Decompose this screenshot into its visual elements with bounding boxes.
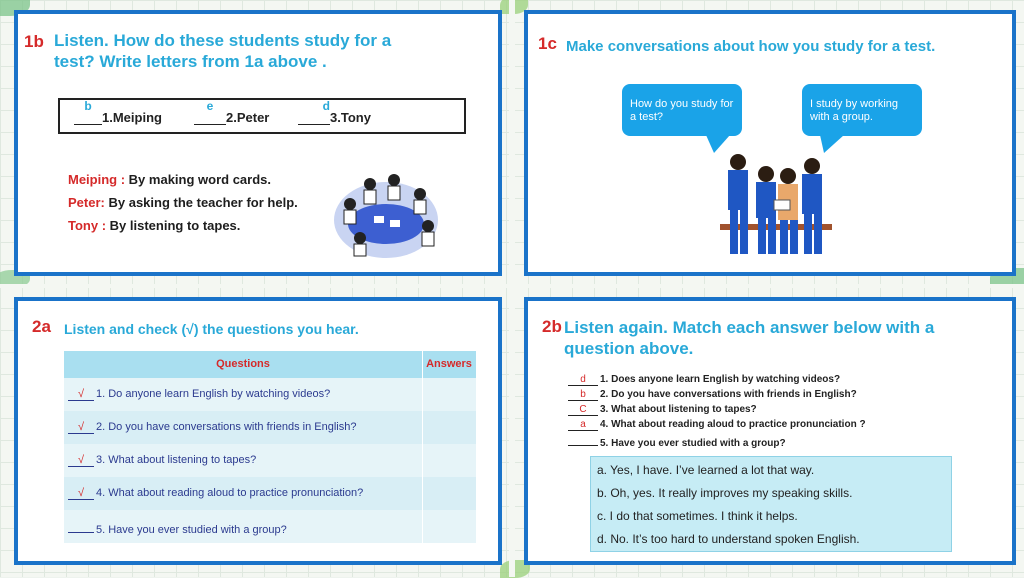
match-question [568, 404, 757, 416]
method-text: By listening to tapes. [109, 218, 241, 233]
match-question [568, 389, 857, 401]
students-illustration [716, 144, 836, 264]
check-mark[interactable]: √ [68, 487, 94, 500]
student-name: Tony : [68, 218, 107, 233]
match-question-text: 1. Does anyone learn English by watching videos? [600, 374, 841, 385]
question-text: 2. Do you have conversations with friends in English? [96, 421, 357, 433]
match-blank[interactable]: C [568, 404, 598, 416]
method-line [68, 218, 240, 233]
match-question-text: 3. What about listening to tapes? [600, 404, 757, 415]
method-line [68, 195, 298, 210]
answer-item [298, 99, 371, 125]
speech-bubble-question [622, 84, 742, 136]
answer-fill[interactable]: e [206, 99, 214, 113]
match-blank[interactable] [568, 434, 598, 446]
method-line [68, 172, 271, 187]
method-text: By making word cards. [128, 172, 271, 187]
student-name: Meiping : [68, 172, 126, 187]
slide-tag: 1c [538, 34, 557, 53]
questions-table [64, 351, 476, 543]
slide-2a [14, 297, 502, 565]
column-header-answers: Answers [426, 358, 472, 370]
match-question [568, 434, 786, 449]
answer-option: c. I do that sometimes. I think it helps. [597, 509, 798, 523]
answer-fill[interactable]: d [322, 99, 330, 113]
slide-1b [14, 10, 502, 276]
slide-2b [524, 297, 1016, 565]
slide-title: Listen and check (√) the questions you hear. [64, 321, 359, 337]
slide-tag: 1b [24, 32, 44, 51]
answer-item [194, 99, 270, 125]
match-blank[interactable]: a [568, 419, 598, 431]
table-row [64, 444, 476, 477]
slide-title: Listen. How do these students study for a test? Write letters from 1a above . [54, 31, 392, 71]
check-mark[interactable]: √ [68, 388, 94, 401]
bubble-text: I study by working with a group. [810, 98, 899, 123]
question-cell [68, 388, 330, 401]
match-question-text: 5. Have you ever studied with a group? [600, 438, 786, 449]
check-mark[interactable]: √ [68, 454, 94, 467]
question-cell [68, 487, 363, 500]
answer-label: 3.Tony [330, 110, 371, 125]
question-cell [68, 520, 287, 536]
slide-divider-horizontal [0, 284, 1024, 288]
slide-title: Make conversations about how you study for a test. [566, 38, 936, 55]
question-cell [68, 421, 356, 434]
method-text: By asking the teacher for help. [108, 195, 298, 210]
answer-label: 2.Peter [226, 110, 270, 125]
table-row [64, 378, 476, 411]
question-text: 4. What about reading aloud to practice pronunciation? [96, 487, 364, 499]
answer-box [58, 98, 466, 134]
table-row [64, 477, 476, 510]
column-header-questions: Questions [216, 358, 270, 370]
question-cell [68, 454, 256, 467]
question-text: 3. What about listening to tapes? [96, 454, 257, 466]
answer-option: d. No. It’s too hard to understand spoken English. [597, 532, 860, 546]
match-blank[interactable]: b [568, 389, 598, 401]
check-mark[interactable] [68, 520, 94, 533]
slide-title: Listen again. Match each answer below with a question above. [564, 318, 935, 358]
answer-option: b. Oh, yes. It really improves my speaking skills. [597, 486, 853, 500]
slide-tag: 2a [32, 317, 51, 336]
question-text: 5. Have you ever studied with a group? [96, 524, 287, 536]
match-question [568, 419, 866, 431]
student-name: Peter: [68, 195, 105, 210]
match-question-text: 2. Do you have conversations with friends in English? [600, 389, 857, 400]
study-group-illustration [330, 164, 442, 260]
slide-tag: 2b [542, 317, 562, 336]
answers-box [590, 456, 952, 552]
answer-label: 1.Meiping [102, 110, 162, 125]
slide-1c [524, 10, 1016, 276]
answer-option: a. Yes, I have. I’ve learned a lot that way. [597, 463, 815, 477]
slide-divider-vertical [509, 0, 515, 577]
speech-bubble-answer [802, 84, 922, 136]
bubble-text: How do you study for a test? [630, 98, 734, 123]
match-question-text: 4. What about reading aloud to practice pronunciation ? [600, 419, 866, 430]
table-header [64, 351, 476, 378]
answer-fill[interactable]: b [84, 99, 92, 113]
answer-item [74, 99, 162, 125]
check-mark[interactable]: √ [68, 421, 94, 434]
match-question [568, 374, 840, 386]
table-row [64, 510, 476, 543]
match-blank[interactable]: d [568, 374, 598, 386]
question-text: 1. Do anyone learn English by watching videos? [96, 388, 331, 400]
table-row [64, 411, 476, 444]
